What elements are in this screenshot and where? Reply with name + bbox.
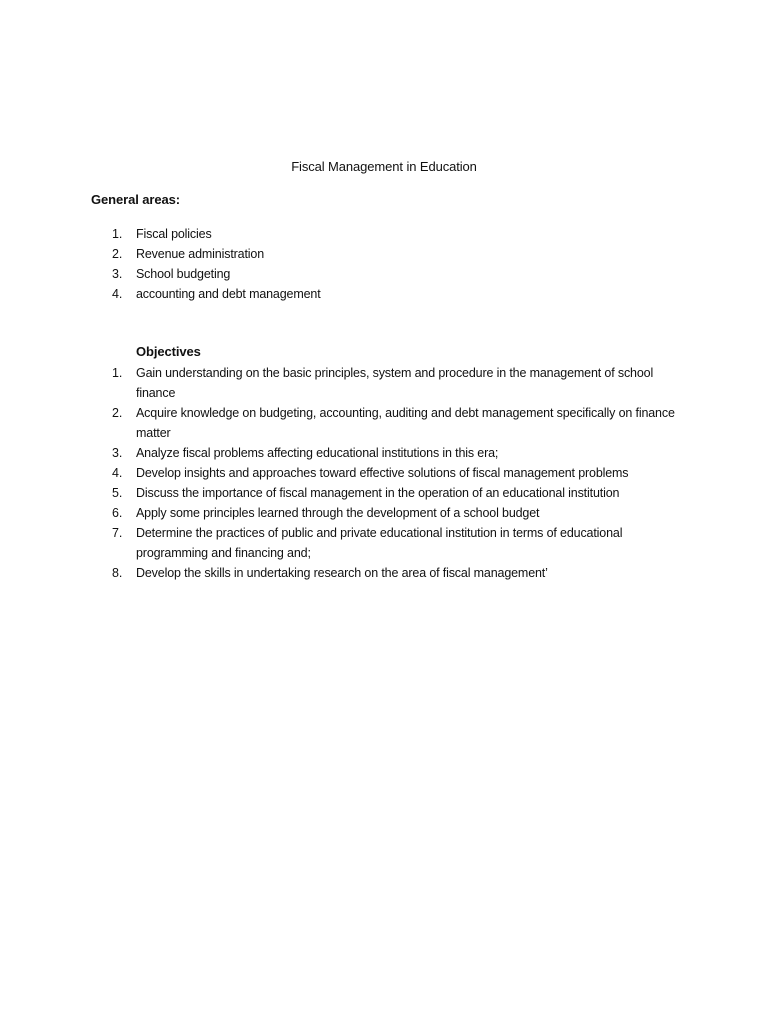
objectives-heading: Objectives	[136, 344, 201, 359]
list-item-number: 3.	[112, 446, 123, 460]
list-item	[0, 244, 768, 264]
list-item-number: 2.	[112, 247, 123, 261]
list-item-number: 1.	[112, 366, 123, 380]
list-item-text: Acquire knowledge on budgeting, accounting, auditing and debt management specifically on finance matter	[136, 406, 675, 440]
document-title: Fiscal Management in Education	[291, 159, 477, 174]
list-item	[0, 483, 768, 503]
list-item-text: Apply some principles learned through the development of a school budget	[136, 506, 540, 520]
list-item-text: Analyze fiscal problems affecting educational institutions in this era;	[136, 446, 499, 460]
list-item-number: 8.	[112, 566, 123, 580]
list-item-text: accounting and debt management	[136, 287, 321, 301]
list-item-number: 3.	[112, 267, 123, 281]
general-areas-heading: General areas:	[91, 192, 180, 207]
list-item	[0, 523, 768, 563]
list-item	[0, 443, 768, 463]
list-item-number: 2.	[112, 406, 123, 420]
list-item-number: 7.	[112, 526, 123, 540]
list-item	[0, 284, 768, 304]
list-item-text: Discuss the importance of fiscal management in the operation of an educational institution	[136, 486, 620, 500]
list-item-number: 1.	[112, 227, 123, 241]
list-item-number: 4.	[112, 287, 123, 301]
general-areas-list	[0, 224, 768, 304]
list-item-number: 6.	[112, 506, 123, 520]
list-item-text: Develop the skills in undertaking research on the area of fiscal management’	[136, 566, 548, 580]
list-item-text: Gain understanding on the basic principles, system and procedure in the management of school finance	[136, 366, 654, 400]
objectives-list	[0, 363, 768, 583]
list-item-text: School budgeting	[136, 267, 231, 281]
list-item	[0, 563, 768, 583]
list-item-text: Determine the practices of public and private educational institution in terms of educational programming and financing and;	[136, 526, 623, 560]
list-item-text: Develop insights and approaches toward effective solutions of fiscal management problems	[136, 466, 629, 480]
list-item	[0, 403, 768, 443]
list-item-number: 4.	[112, 466, 123, 480]
list-item-text: Fiscal policies	[136, 227, 212, 241]
list-item	[0, 264, 768, 284]
list-item	[0, 224, 768, 244]
list-item	[0, 503, 768, 523]
list-item-number: 5.	[112, 486, 123, 500]
list-item-text: Revenue administration	[136, 247, 265, 261]
list-item	[0, 463, 768, 483]
list-item	[0, 363, 768, 403]
